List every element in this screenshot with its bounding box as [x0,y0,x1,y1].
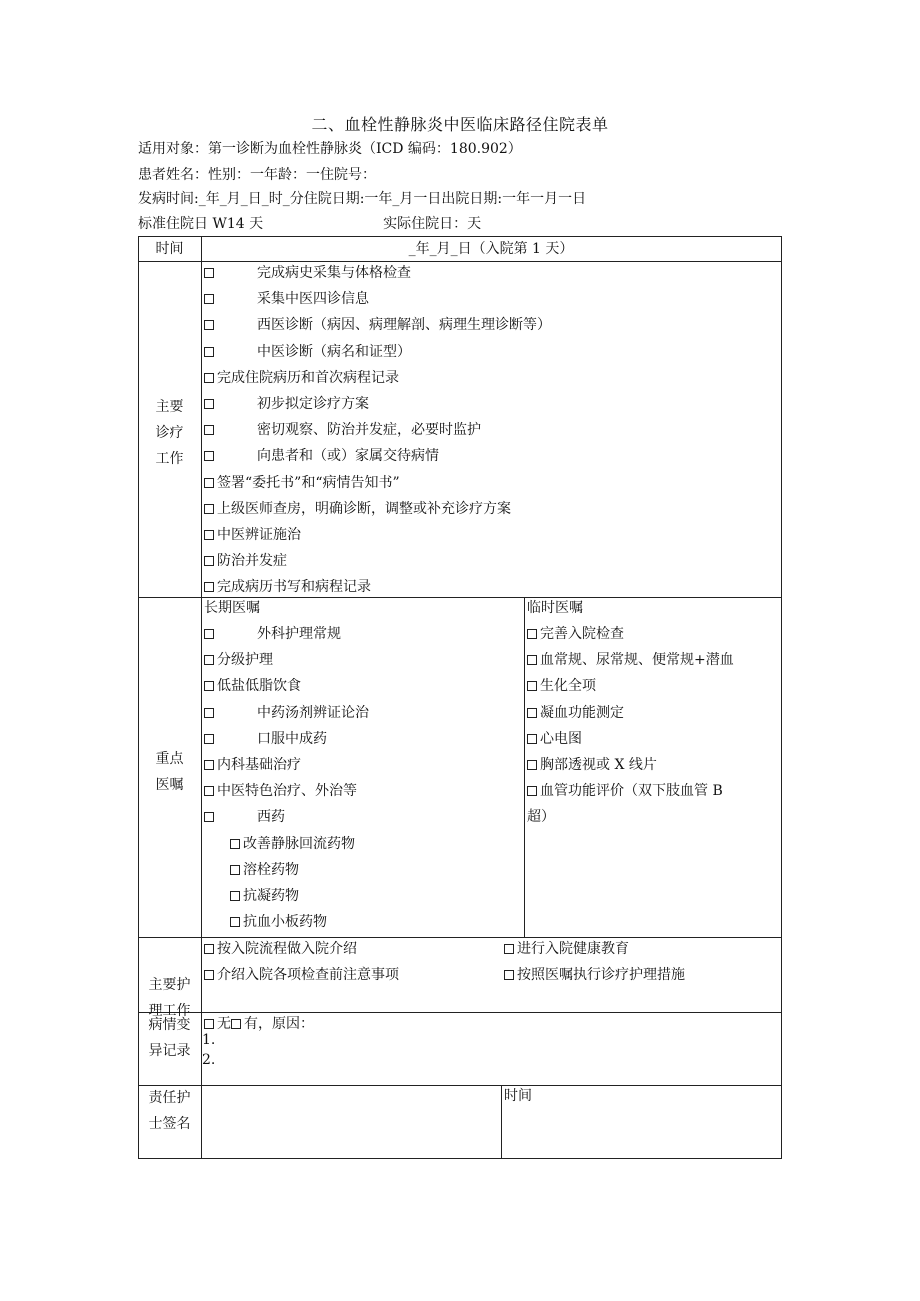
nursing-item: 进行入院健康教育 [504,936,629,962]
checkbox[interactable] [204,451,214,461]
checkbox[interactable] [527,734,537,744]
checkbox[interactable] [504,970,514,980]
checkbox[interactable] [230,865,240,875]
checkbox[interactable] [230,839,240,849]
temp-item: 胸部透视或 X 线片 [527,752,657,778]
variance-line-2: 2. [202,1052,216,1068]
main-work-item: 防治并发症 [204,548,287,574]
long-term-item: 西药 [204,804,285,830]
temp-item: 生化全项 [527,673,596,699]
form-title: 二、血栓性静脉炎中医临床路径住院表单 [311,115,609,134]
meta-patient: 患者姓名：性别：一年龄：一住院号： [138,167,376,183]
long-term-item: 分级护理 [204,647,273,673]
long-term-item: 内科基础治疗 [204,752,301,778]
checkbox[interactable] [204,786,214,796]
header-date: _年_月_日（入院第 1 天） [408,241,574,257]
checkbox[interactable] [204,268,214,278]
checkbox[interactable] [204,760,214,770]
long-term-item: 溶栓药物 [230,857,299,883]
checkbox-has[interactable] [231,1019,241,1029]
sign-label: 责任护 士签名 [148,1090,191,1132]
main-work-item: 签署“委托书”和“病情告知书” [204,470,400,496]
checkbox[interactable] [204,734,214,744]
main-work-item: 中医辨证施治 [204,522,301,548]
long-term-item: 改善静脉回流药物 [230,831,355,857]
main-work-item: 采集中医四诊信息 [204,286,369,312]
main-work-label: 主要 诊疗 工作 [155,399,184,467]
long-term-item: 中药汤剂辨证论治 [204,700,369,726]
main-work-item: 完成病历书写和病程记录 [204,574,371,600]
checkbox[interactable] [527,708,537,718]
main-work-item: 完成住院病历和首次病程记录 [204,365,399,391]
long-term-item: 抗凝药物 [230,883,299,909]
checkbox[interactable] [204,320,214,330]
checkbox[interactable] [504,944,514,954]
checkbox[interactable] [204,373,214,383]
checkbox[interactable] [527,681,537,691]
meta-stay [138,213,481,233]
checkbox[interactable] [204,294,214,304]
main-work-item: 完成病史采集与体格检查 [204,260,411,286]
main-work-item: 上级医师查房，明确诊断，调整或补充诊疗方案 [204,496,511,522]
long-term-item: 中医特色治疗、外治等 [204,778,357,804]
long-term-item: 口服中成药 [204,726,327,752]
long-term-item: 抗血小板药物 [230,909,327,935]
checkbox[interactable] [204,556,214,566]
sign-time-label: 时间 [504,1088,532,1104]
nursing-label: 主要护 理工作 [148,977,191,1019]
temp-item: 心电图 [527,726,582,752]
checkbox[interactable] [204,478,214,488]
variance-label: 病情变 异记录 [148,1017,191,1059]
main-work-item: 初步拟定诊疗方案 [204,391,369,417]
nursing-item: 介绍入院各项检查前注意事项 [204,962,399,988]
temp-item: 凝血功能测定 [527,700,624,726]
temp-item: 血常规、尿常规、便常规+潜血 [527,647,734,673]
meta-dates: 发病时间:_年_月_日_时_分住院日期:一年_月一日出院日期:一年一月一日 [138,191,587,207]
header-time: 时间 [155,241,184,257]
temp-item-continued: 超） [527,809,555,826]
checkbox[interactable] [527,786,537,796]
checkbox[interactable] [230,917,240,927]
checkbox[interactable] [527,760,537,770]
orders-label: 重点 医嘱 [155,751,184,793]
checkbox[interactable] [204,655,214,665]
checkbox[interactable] [204,629,214,639]
meta-applicable: 适用对象：第一诊断为血栓性静脉炎（ICD 编码：180.902） [138,141,522,157]
variance-options: 无 有，原因： [204,1011,314,1037]
main-work-item: 向患者和（或）家属交待病情 [204,443,439,469]
checkbox[interactable] [204,944,214,954]
long-term-header: 长期医嘱 [204,600,260,616]
pathway-table [138,236,782,1159]
temp-header: 临时医嘱 [527,600,583,616]
checkbox[interactable] [204,970,214,980]
main-work-item: 中医诊断（病名和证型） [204,339,411,365]
variance-line-1: 1. [202,1032,216,1048]
checkbox[interactable] [204,812,214,822]
checkbox[interactable] [527,629,537,639]
long-term-item: 低盐低脂饮食 [204,673,301,699]
checkbox[interactable] [527,655,537,665]
temp-item: 血管功能评价（双下肢血管 B [527,778,723,804]
checkbox[interactable] [204,425,214,435]
main-work-item: 西医诊断（病因、病理解剖、病理生理诊断等） [204,312,551,338]
checkbox[interactable] [204,347,214,357]
temp-item: 完善入院检查 [527,621,624,647]
checkbox[interactable] [204,582,214,592]
nursing-item: 按照医嘱执行诊疗护理措施 [504,962,685,988]
checkbox[interactable] [204,708,214,718]
checkbox-none[interactable] [204,1019,214,1029]
checkbox[interactable] [230,891,240,901]
standard-stay: 标准住院日 W14 天 [138,216,264,232]
checkbox[interactable] [204,504,214,514]
checkbox[interactable] [204,530,214,540]
nursing-item: 按入院流程做入院介绍 [204,936,357,962]
checkbox[interactable] [204,399,214,409]
main-work-item: 密切观察、防治并发症，必要时监护 [204,417,481,443]
actual-stay: 实际住院日：天 [383,216,482,232]
checkbox[interactable] [204,681,214,691]
long-term-item: 外科护理常规 [204,621,341,647]
